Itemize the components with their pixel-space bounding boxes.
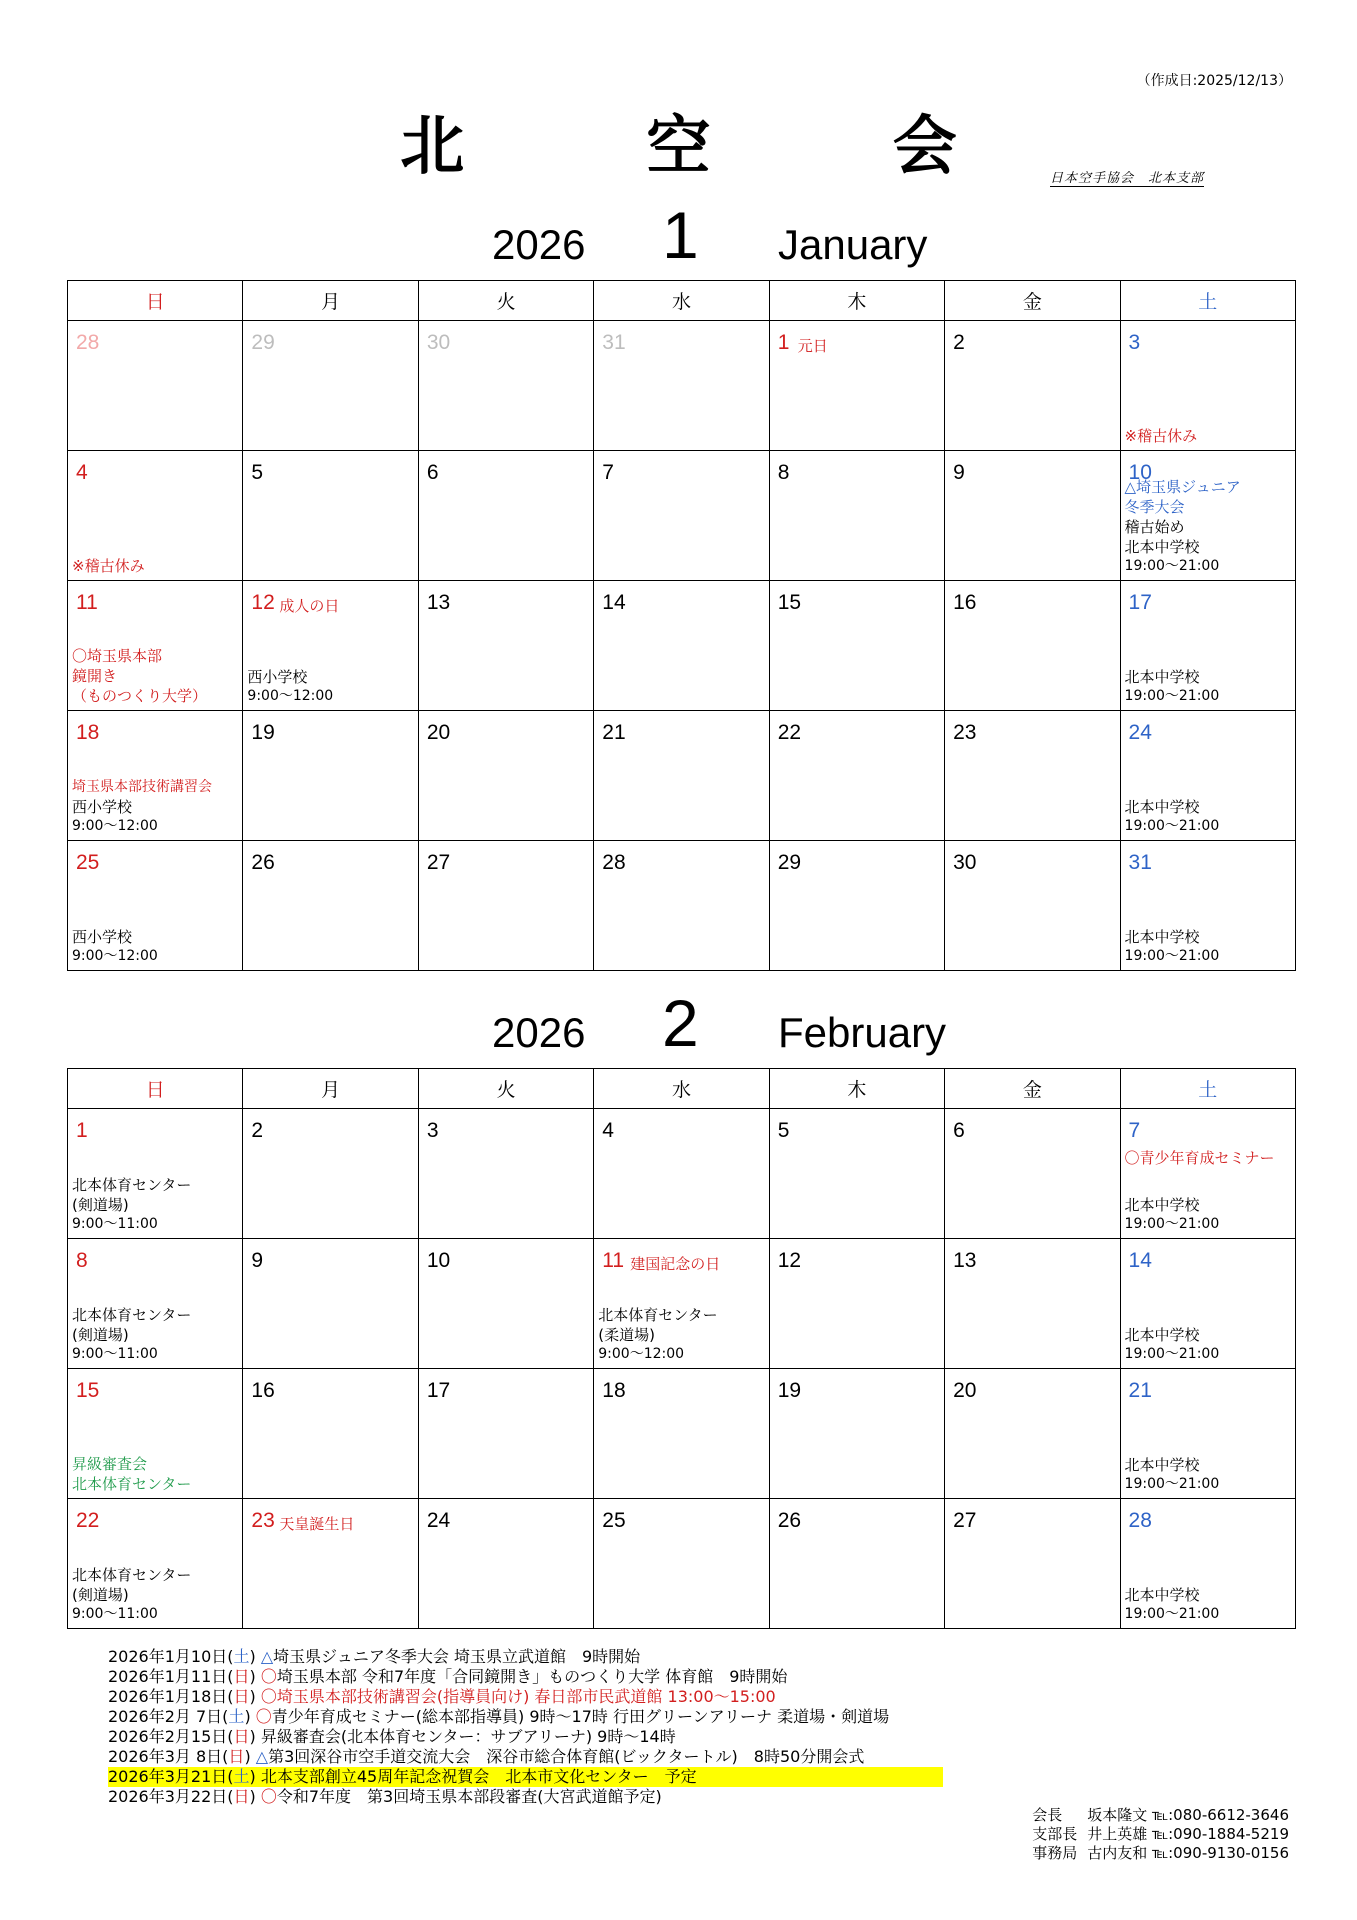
day-cell [418, 321, 593, 451]
day-number: 17 [426, 1379, 451, 1402]
day-cell [1120, 451, 1295, 581]
day-number: 21 [602, 721, 626, 744]
holiday-label: 建国記念の日 [630, 1255, 721, 1273]
day-cell [769, 1369, 944, 1499]
day-cell [243, 1499, 418, 1629]
contact-tel: ℡:080-6612-3646 [1152, 1806, 1289, 1824]
day-cell [68, 1499, 243, 1629]
note-text [261, 1667, 788, 1686]
event-line: (剣道場) [72, 1326, 129, 1344]
day-number: 29 [777, 851, 802, 874]
week-row [68, 1369, 1296, 1499]
day-number: 10 [426, 1249, 451, 1272]
note-text: 〇埼玉県本部技術講習会(指導員向け) 春日部市民武道館 13:00～15:00 [260, 1687, 776, 1706]
day-cell [594, 1499, 769, 1629]
day-cell [243, 581, 418, 711]
february-month-number: 2 [662, 986, 699, 1060]
note-weekday: 土 [228, 1707, 245, 1726]
day-cell [68, 581, 243, 711]
note-paren: ) [249, 1647, 261, 1666]
note-text: 第3回深谷市空手道交流大会 深谷市総合体育館(ビックタートル) 8時50分開会式 [268, 1747, 865, 1766]
event-notes [108, 1647, 943, 1807]
event-line: 19:00～21:00 [1124, 688, 1220, 704]
day-number: 12 [777, 1249, 802, 1272]
day-number: 18 [76, 721, 100, 744]
day-number: 28 [602, 851, 626, 874]
event-line: 9:00～12:00 [598, 1346, 685, 1362]
day-number: 20 [953, 1379, 977, 1402]
note-date: 2026年3月22日( [108, 1787, 234, 1806]
note-line [108, 1647, 943, 1667]
day-cell [68, 841, 243, 971]
day-number: 30 [953, 851, 977, 874]
weekday-header: 日 [68, 1069, 243, 1109]
week-row [68, 581, 1296, 711]
event-line: 19:00～21:00 [1124, 818, 1220, 834]
day-cell [1120, 321, 1295, 451]
day-events [72, 1305, 240, 1364]
event-line: 9:00～12:00 [72, 948, 158, 964]
day-cell [418, 1499, 593, 1629]
note-date: 2026年1月11日( [108, 1667, 234, 1686]
day-number: 1 [777, 331, 790, 354]
day-cell [418, 1369, 593, 1499]
day-events [72, 927, 240, 966]
day-number: 27 [953, 1509, 977, 1532]
week-row [68, 451, 1296, 581]
day-event-top: 〇青少年育成セミナー [1124, 1149, 1275, 1167]
day-cell [769, 1109, 944, 1239]
note-text: 埼玉県ジュニア冬季大会 埼玉県立武道館 9時開始 [273, 1647, 641, 1666]
note-weekday: 土 [233, 1647, 250, 1666]
day-number: 14 [1128, 1249, 1152, 1272]
note-weekday: 日 [233, 1727, 250, 1746]
note-text [261, 1647, 640, 1666]
day-events [72, 778, 240, 836]
day-cell [243, 1369, 418, 1499]
event-line: 北本中学校 [1124, 668, 1200, 686]
event-line: (剣道場) [72, 1586, 129, 1604]
day-number: 19 [251, 721, 275, 744]
event-line: （ものつくり大学） [72, 687, 208, 705]
day-cell [769, 451, 944, 581]
day-cell [945, 451, 1120, 581]
note-symbol: △ [255, 1747, 269, 1766]
day-number: 26 [777, 1509, 802, 1532]
event-line: ※稽古休み [72, 557, 145, 575]
day-number: 10 [1128, 461, 1152, 484]
event-line: 北本中学校 [1124, 798, 1200, 816]
weekday-header: 土 [1120, 281, 1295, 321]
day-cell [769, 841, 944, 971]
weekday-header: 木 [769, 281, 944, 321]
day-events [1125, 667, 1293, 706]
note-line [108, 1687, 943, 1707]
day-number: 19 [777, 1379, 802, 1402]
day-cell [243, 841, 418, 971]
day-number: 4 [602, 1119, 614, 1142]
weekday-header: 火 [418, 1069, 593, 1109]
holiday-label: 成人の日 [279, 597, 340, 615]
day-number: 6 [953, 1119, 965, 1142]
week-row [68, 321, 1296, 451]
weekday-header: 火 [418, 281, 593, 321]
contact-row [1032, 1825, 1289, 1844]
weekday-header: 水 [594, 1069, 769, 1109]
note-paren: ) [244, 1747, 256, 1766]
note-line [108, 1767, 943, 1787]
day-events [1125, 1325, 1293, 1364]
note-date: 2026年2月 7日( [108, 1707, 229, 1726]
january-calendar [67, 280, 1296, 971]
note-date: 2026年1月18日( [108, 1687, 234, 1706]
day-cell [1120, 1369, 1295, 1499]
day-cell [68, 1109, 243, 1239]
note-date: 2026年1月10日( [108, 1647, 234, 1666]
day-cell [945, 711, 1120, 841]
day-number: 20 [426, 721, 451, 744]
note-weekday: 土 [233, 1767, 250, 1786]
day-number: 24 [426, 1509, 451, 1532]
contact-name: 古内友和 [1087, 1844, 1153, 1862]
contact-tel: ℡:090-9130-0156 [1152, 1844, 1289, 1862]
page-title: 北 空 会 [400, 109, 1037, 184]
contact-name: 坂本隆文 [1087, 1806, 1153, 1824]
day-number: 22 [76, 1509, 100, 1532]
day-cell [68, 451, 243, 581]
day-cell [594, 1369, 769, 1499]
day-number: 23 [953, 721, 977, 744]
day-events [1125, 1195, 1293, 1234]
event-line: 9:00～11:00 [72, 1216, 158, 1232]
created-date: （作成日:2025/12/13） [1136, 73, 1292, 89]
event-line: 9:00～12:00 [72, 818, 158, 834]
event-line: 北本体育センター [72, 1475, 192, 1493]
note-symbol: 〇 [255, 1707, 272, 1726]
event-line: 北本体育センター [72, 1566, 192, 1584]
day-number: 16 [251, 1379, 275, 1402]
note-line [108, 1667, 943, 1687]
day-cell [594, 321, 769, 451]
day-events [72, 1454, 240, 1494]
day-number: 2 [953, 331, 965, 354]
day-number: 31 [1128, 851, 1152, 874]
event-line: 鏡開き [72, 667, 118, 685]
event-line: 北本体育センター [598, 1306, 718, 1324]
day-cell [594, 451, 769, 581]
note-date: 2026年3月 8日( [108, 1747, 229, 1766]
day-cell [594, 1109, 769, 1239]
day-number: 13 [953, 1249, 977, 1272]
day-number: 12 [251, 591, 275, 614]
day-cell [68, 321, 243, 451]
day-number: 25 [602, 1509, 626, 1532]
day-number: 21 [1128, 1379, 1152, 1402]
weekday-header: 金 [945, 1069, 1120, 1109]
event-line: 19:00～21:00 [1124, 558, 1220, 574]
day-number: 14 [602, 591, 626, 614]
holiday-label: 天皇誕生日 [279, 1515, 355, 1533]
day-cell [243, 1109, 418, 1239]
day-number: 1 [76, 1119, 88, 1142]
weekday-header: 木 [769, 1069, 944, 1109]
week-row [68, 1109, 1296, 1239]
day-cell [945, 1499, 1120, 1629]
event-line: 冬季大会 [1124, 498, 1185, 516]
day-cell [418, 841, 593, 971]
day-number: 17 [1128, 591, 1152, 614]
day-cell [243, 321, 418, 451]
weekday-header: 月 [243, 281, 418, 321]
day-cell [1120, 581, 1295, 711]
day-cell [1120, 1239, 1295, 1369]
contact-row [1032, 1806, 1289, 1825]
february-year: 2026 [492, 1009, 586, 1056]
february-header [0, 986, 1357, 1063]
day-cell [769, 321, 944, 451]
event-line: 西小学校 [247, 668, 308, 686]
note-symbol: 〇 [260, 1667, 277, 1686]
day-cell [769, 581, 944, 711]
day-cell [243, 1239, 418, 1369]
note-line [108, 1727, 943, 1747]
note-symbol: 〇 [260, 1787, 277, 1806]
day-number: 4 [76, 461, 88, 484]
note-symbol: △ [260, 1647, 274, 1666]
organization-name: 日本空手協会 北本支部 [1050, 167, 1204, 187]
day-events [72, 1565, 240, 1624]
event-line: 北本中学校 [1124, 1586, 1200, 1604]
note-paren: ) [249, 1687, 261, 1706]
day-cell [68, 1239, 243, 1369]
day-number: 18 [602, 1379, 626, 1402]
event-line: ※稽古休み [1124, 427, 1198, 445]
note-line [108, 1707, 943, 1727]
day-number: 26 [251, 851, 275, 874]
day-cell [418, 1109, 593, 1239]
day-cell [418, 711, 593, 841]
day-number: 11 [76, 591, 98, 614]
day-cell [769, 1499, 944, 1629]
day-number: 16 [953, 591, 977, 614]
event-line: 北本中学校 [1124, 538, 1200, 556]
january-year: 2026 [492, 221, 586, 268]
event-line: 北本体育センター [72, 1306, 192, 1324]
note-weekday: 日 [233, 1667, 250, 1686]
week-row [68, 841, 1296, 971]
day-cell [945, 321, 1120, 451]
note-text [256, 1707, 889, 1726]
day-cell [594, 841, 769, 971]
day-number: 24 [1128, 721, 1152, 744]
event-line: 埼玉県本部技術講習会 [72, 779, 212, 795]
day-number: 23 [251, 1509, 275, 1532]
day-cell [418, 1239, 593, 1369]
note-paren: ) [249, 1767, 261, 1786]
january-month-name: January [778, 221, 928, 268]
event-line: 西小学校 [72, 798, 133, 816]
event-line: 9:00～11:00 [72, 1606, 158, 1622]
day-number: 30 [426, 331, 451, 354]
note-paren: ) [244, 1707, 256, 1726]
event-line: (柔道場) [598, 1326, 655, 1344]
day-events [1125, 797, 1293, 836]
contact-row [1032, 1844, 1289, 1863]
contact-role: 支部長 [1032, 1825, 1078, 1843]
event-line: 9:00～11:00 [72, 1346, 158, 1362]
day-number: 9 [953, 461, 965, 484]
note-paren: ) [249, 1787, 261, 1806]
day-cell [1120, 841, 1295, 971]
event-line: 19:00～21:00 [1124, 1476, 1220, 1492]
note-date: 2026年2月15日( [108, 1727, 234, 1746]
event-line: 北本中学校 [1124, 1326, 1200, 1344]
day-events [1125, 426, 1293, 446]
note-text [256, 1747, 865, 1766]
day-cell [1120, 1109, 1295, 1239]
day-cell [418, 581, 593, 711]
day-number: 3 [1128, 331, 1141, 354]
weekday-header: 月 [243, 1069, 418, 1109]
february-month-name: February [778, 1009, 947, 1056]
january-header [0, 198, 1357, 275]
event-line: 19:00～21:00 [1124, 1346, 1220, 1362]
day-number: 28 [1128, 1509, 1152, 1532]
day-number: 13 [426, 591, 451, 614]
event-line: 〇埼玉県本部 [72, 647, 163, 665]
day-number: 25 [76, 851, 100, 874]
note-text: 青少年育成セミナー(総本部指導員) 9時～17時 行田グリーンアリーナ 柔道場・剣道場 [271, 1707, 890, 1726]
day-number: 11 [602, 1249, 625, 1272]
week-row [68, 1499, 1296, 1629]
day-events [1125, 477, 1293, 576]
note-line [108, 1787, 943, 1807]
event-line: (剣道場) [72, 1196, 129, 1214]
day-number: 27 [426, 851, 451, 874]
day-cell [594, 1239, 769, 1369]
day-cell [243, 451, 418, 581]
day-number: 31 [602, 331, 626, 354]
day-events [72, 646, 240, 706]
day-cell [1120, 711, 1295, 841]
day-number: 6 [426, 461, 439, 484]
day-events [1125, 1585, 1293, 1624]
event-line: △埼玉県ジュニア [1124, 478, 1241, 496]
day-number: 28 [76, 331, 100, 354]
note-text: 昇級審査会(北本体育センター：サブアリーナ) 9時～14時 [260, 1727, 676, 1746]
event-line: 19:00～21:00 [1124, 1606, 1220, 1622]
event-line: 昇級審査会 [72, 1455, 148, 1473]
day-events [1125, 927, 1293, 966]
note-weekday: 日 [228, 1747, 245, 1766]
day-number: 29 [251, 331, 275, 354]
day-number: 8 [777, 461, 790, 484]
day-events [598, 1305, 766, 1364]
event-line: 北本中学校 [1124, 1196, 1200, 1214]
weekday-header: 金 [945, 281, 1120, 321]
note-text [261, 1787, 662, 1806]
day-number: 8 [76, 1249, 88, 1272]
contact-name: 井上英雄 [1087, 1825, 1153, 1843]
event-line: 19:00～21:00 [1124, 1216, 1220, 1232]
day-cell [945, 1369, 1120, 1499]
day-cell [945, 841, 1120, 971]
day-cell [243, 711, 418, 841]
note-line [108, 1747, 943, 1767]
weekday-header-row [68, 281, 1296, 321]
weekday-header: 日 [68, 281, 243, 321]
day-cell [945, 1239, 1120, 1369]
day-cell [945, 581, 1120, 711]
day-number: 5 [251, 461, 264, 484]
holiday-label: 元日 [797, 337, 828, 355]
day-cell [68, 711, 243, 841]
note-weekday: 日 [233, 1687, 250, 1706]
note-paren: ) [249, 1667, 261, 1686]
day-cell [594, 581, 769, 711]
event-line: 北本体育センター [72, 1176, 192, 1194]
event-line: 北本中学校 [1124, 928, 1200, 946]
day-number: 2 [251, 1119, 264, 1142]
day-events [72, 556, 240, 576]
day-cell [945, 1109, 1120, 1239]
february-calendar [67, 1068, 1296, 1629]
day-cell [1120, 1499, 1295, 1629]
event-line: 稽古始め [1124, 518, 1185, 536]
event-line: 西小学校 [72, 928, 133, 946]
weekday-header: 土 [1120, 1069, 1295, 1109]
day-cell [769, 1239, 944, 1369]
day-number: 3 [426, 1119, 439, 1142]
week-row [68, 1239, 1296, 1369]
week-row [68, 711, 1296, 841]
event-line: 9:00～12:00 [247, 688, 334, 704]
note-text: 北本支部創立45周年記念祝賀会 北本市文化センター 予定 [260, 1767, 697, 1786]
day-number: 9 [251, 1249, 264, 1272]
day-cell [769, 711, 944, 841]
day-events [247, 667, 415, 706]
note-text: 令和7年度 第3回埼玉県本部段審査(大宮武道館予定) [276, 1787, 662, 1806]
event-line: 19:00～21:00 [1124, 948, 1220, 964]
weekday-header-row [68, 1069, 1296, 1109]
event-line: 北本中学校 [1124, 1456, 1200, 1474]
day-cell [418, 451, 593, 581]
note-date: 2026年3月21日( [108, 1767, 234, 1786]
note-text: 埼玉県本部 令和7年度「合同鏡開き」ものつくり大学 体育館 9時開始 [276, 1667, 788, 1686]
contact-tel: ℡:090-1884-5219 [1152, 1825, 1289, 1843]
day-number: 5 [777, 1119, 790, 1142]
day-number: 15 [76, 1379, 100, 1402]
weekday-header: 水 [594, 281, 769, 321]
day-number: 22 [777, 721, 802, 744]
day-number: 7 [1128, 1119, 1141, 1142]
january-month-number: 1 [662, 198, 699, 272]
day-cell [68, 1369, 243, 1499]
day-events [1125, 1455, 1293, 1494]
day-cell [594, 711, 769, 841]
note-paren: ) [249, 1727, 261, 1746]
day-number: 7 [602, 461, 614, 484]
contact-list [1032, 1806, 1289, 1863]
contact-role: 会長 [1032, 1806, 1063, 1824]
contact-role: 事務局 [1032, 1844, 1078, 1862]
day-number: 15 [777, 591, 802, 614]
day-events [72, 1175, 240, 1234]
note-weekday: 日 [233, 1787, 250, 1806]
